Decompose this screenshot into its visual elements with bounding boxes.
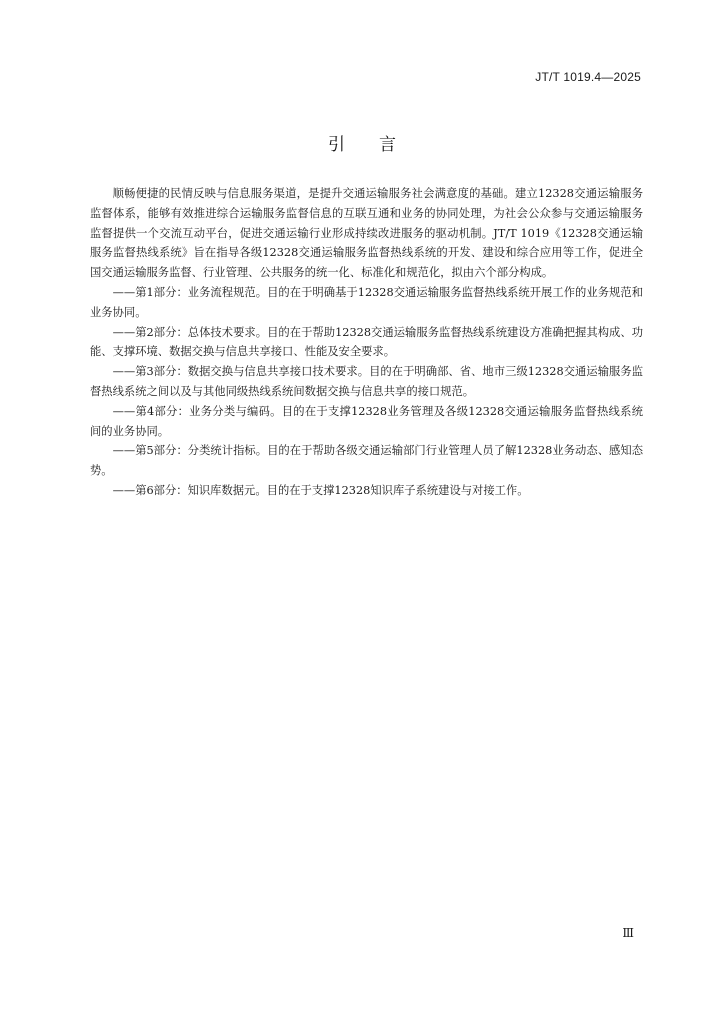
part-5-paragraph: ——第5部分：分类统计指标。目的在于帮助各级交通运输部门行业管理人员了解12328业务动态、感知态势。 [90,444,643,478]
introduction-body [90,184,643,501]
standard-number: JT/T 1019.4—2025 [535,70,641,84]
page-number: Ⅲ [622,926,634,940]
intro-paragraph: 顺畅便捷的民情反映与信息服务渠道，是提升交通运输服务社会满意度的基础。建立12328交通运输服务监督体系，能够有效推进综合运输服务监督信息的互联互通和业务的协同处理，为社会公众参与交通运输服务监督提供一个交流互动平台，促进交通运输行业形成持续改进服务的驱动机制。JT/T 1019《12328交通运输服务监督热线系统》旨在指导各级12328交通运输服务监督热线系统的开发、建设和综合应用等工作，促进全国交通运输服务监督、行业管理、公共服务的统一化、标准化和规范化，拟由六个部分构成。 [90,187,643,280]
part-4-paragraph: ——第4部分：业务分类与编码。目的在于支撑12328业务管理及各级12328交通运输服务监督热线系统间的业务协同。 [90,404,643,438]
part-6-paragraph: ——第6部分：知识库数据元。目的在于支撑12328知识库子系统建设与对接工作。 [112,483,529,497]
part-1-paragraph: ——第1部分：业务流程规范。目的在于明确基于12328交通运输服务监督热线系统开展工作的业务规范和业务协同。 [90,285,643,319]
section-title: 引言 [328,135,430,155]
part-3-paragraph: ——第3部分：数据交换与信息共享接口技术要求。目的在于明确部、省、地市三级12328交通运输服务监督热线系统之间以及与其他同级热线系统间数据交换与信息共享的接口规范。 [90,365,643,398]
part-2-paragraph: ——第2部分：总体技术要求。目的在于帮助12328交通运输服务监督热线系统建设方准确把握其构成、功能、支撑环境、数据交换与信息共享接口、性能及安全要求。 [90,325,643,359]
